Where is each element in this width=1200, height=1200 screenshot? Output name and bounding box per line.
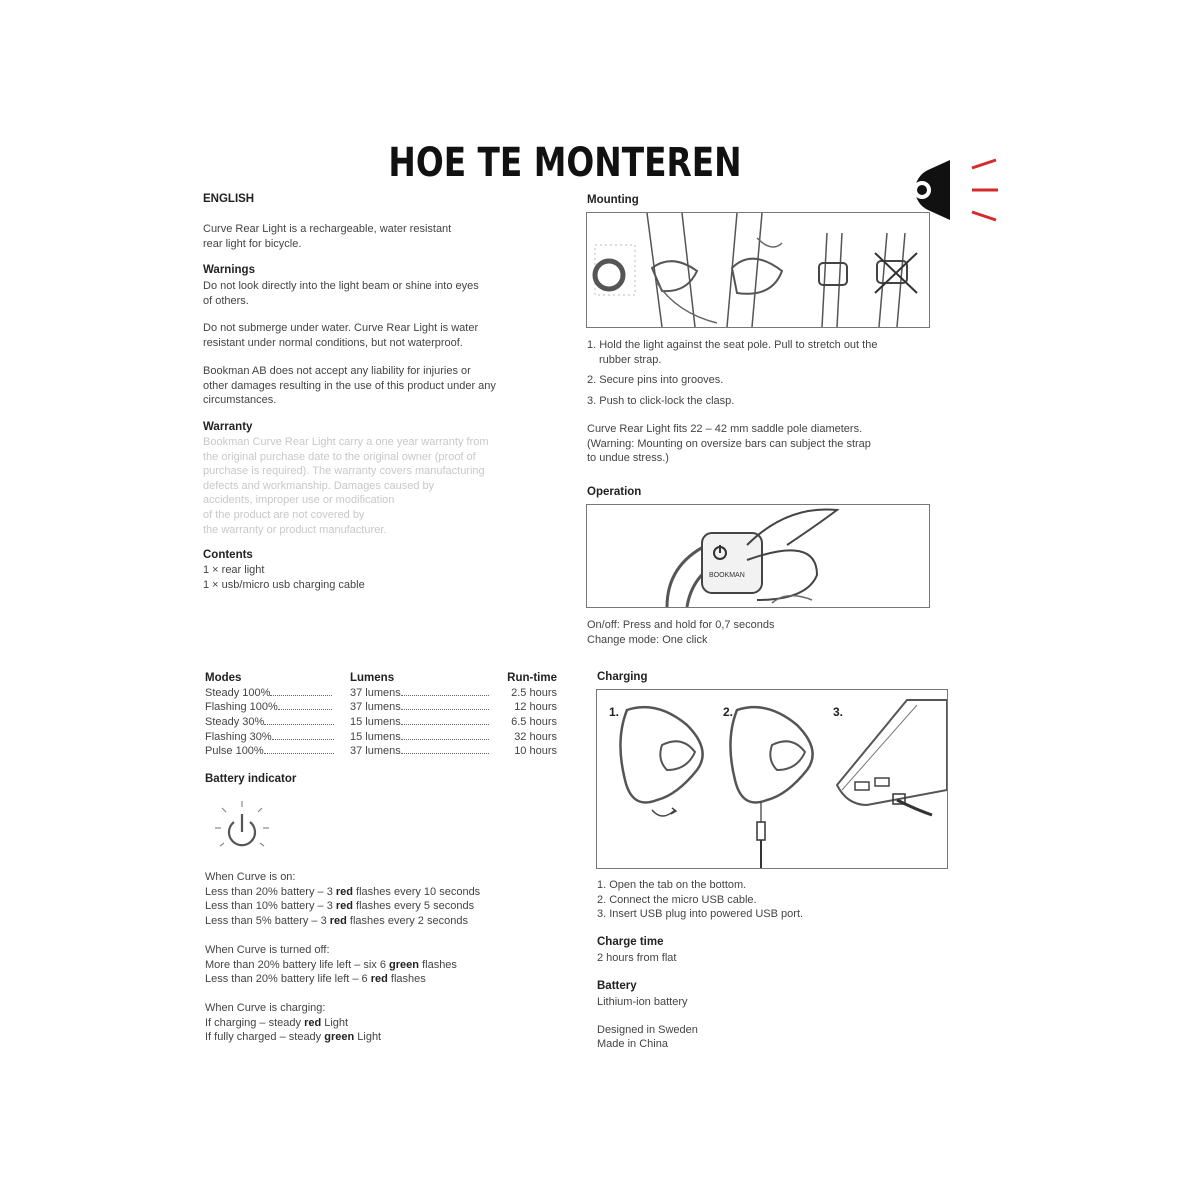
warnings-text-1: Do not look directly into the light beam or shine into eyes of others. bbox=[203, 280, 479, 307]
intro-text: Curve Rear Light is a rechargeable, water resistant rear light for bicycle. bbox=[203, 223, 452, 250]
power-button-icon bbox=[212, 800, 272, 860]
warnings-text-2: Do not submerge under water. Curve Rear Light is water resistant under normal conditions, but not waterproof. bbox=[203, 322, 479, 349]
lumens-header: Lumens bbox=[350, 672, 395, 685]
battery-off-section: When Curve is turned off: More than 20% battery life left – six 6 green flashes Less than 20% battery life left – 6 red flashes bbox=[205, 944, 457, 986]
operation-illustration bbox=[586, 504, 930, 608]
table-row: Steady 100% 37 lumens 2.5 hours bbox=[205, 686, 557, 699]
operation-heading: Operation bbox=[587, 486, 642, 498]
modes-header: Modes bbox=[205, 672, 242, 685]
list-item: 1 × rear light bbox=[203, 564, 265, 576]
table-row: Flashing 100% 37 lumens 12 hours bbox=[205, 701, 557, 714]
warranty-heading: Warranty bbox=[203, 421, 253, 433]
charging-illustration bbox=[596, 689, 948, 869]
charge-time-heading: Charge time bbox=[597, 936, 664, 948]
contents-heading: Contents bbox=[203, 549, 253, 561]
english-heading: ENGLISH bbox=[203, 193, 255, 205]
mounting-heading: Mounting bbox=[587, 194, 639, 206]
warranty-text: Bookman Curve Rear Light carry a one year warranty from the original purchase date to the original owner (proof of purchase is required). The warranty covers manufacturing defects and workmanship. Damages caused by accidents, improper use or modification of the product are not covered by the warranty or product manufacturer. bbox=[203, 436, 489, 536]
panel-label-3: 3. bbox=[833, 705, 844, 719]
made-in: Made in China bbox=[597, 1038, 668, 1047]
mounting-illustration bbox=[586, 212, 930, 328]
table-row: Pulse 100% 37 lumens 10 hours bbox=[205, 745, 557, 758]
battery-heading: Battery bbox=[597, 980, 637, 992]
battery-charging-section: When Curve is charging: If charging – steady red Light If fully charged – steady green Light bbox=[205, 1002, 382, 1044]
mounting-steps: 1. Hold the light against the seat pole. Pull to stretch out the rubber strap. 2. Secure pins into grooves. 3. Push to click-lock the clasp. bbox=[587, 339, 878, 407]
panel-label-2: 2. bbox=[723, 705, 734, 719]
contents-list bbox=[203, 563, 365, 592]
charge-time-value: 2 hours from flat bbox=[597, 952, 677, 964]
panel-label-1: 1. bbox=[609, 705, 620, 719]
battery-value: Lithium-ion battery bbox=[597, 996, 688, 1008]
charging-steps: 1. Open the tab on the bottom. 2. Connect the micro USB cable. 3. Insert USB plug into powered USB port. bbox=[597, 879, 804, 921]
page-title: HOE TE MONTEREN bbox=[388, 140, 742, 186]
warnings-text-3: Bookman AB does not accept any liability for injuries or other damages resulting in the use of this product under any circumstances. bbox=[203, 365, 496, 407]
battery-on-section: When Curve is on: Less than 20% battery – 3 red flashes every 10 seconds Less than 10% battery – 3 red flashes every 5 seconds Less than 5% battery – 3 red flashes every 2 seconds bbox=[205, 871, 481, 927]
designed-in: Designed in Sweden bbox=[597, 1024, 698, 1036]
mounting-fit-note: Curve Rear Light fits 22 – 42 mm saddle pole diameters. (Warning: Mounting on oversize bars can subject the strap to undue stress.) bbox=[587, 423, 871, 465]
charging-heading: Charging bbox=[597, 671, 648, 683]
warnings-heading: Warnings bbox=[203, 264, 255, 276]
battery-indicator-heading: Battery indicator bbox=[205, 773, 297, 785]
table-row: Steady 30% 15 lumens 6.5 hours bbox=[205, 716, 557, 729]
brand-mark: BOOKMAN bbox=[709, 572, 745, 579]
operation-text: On/off: Press and hold for 0,7 seconds Change mode: One click bbox=[587, 619, 775, 646]
modes-table bbox=[205, 671, 557, 759]
runtime-header: Run-time bbox=[507, 672, 557, 685]
list-item: 1 × usb/micro usb charging cable bbox=[203, 578, 365, 591]
table-row: Flashing 30% 15 lumens 32 hours bbox=[205, 730, 557, 743]
